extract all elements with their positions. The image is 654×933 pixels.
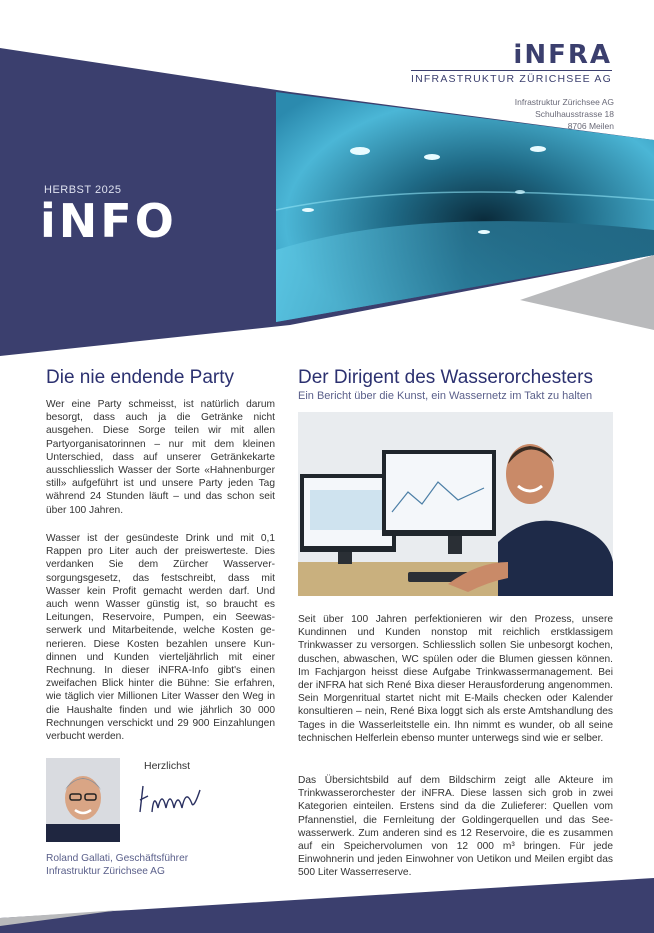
portrait-photo-gallati [46, 758, 120, 842]
footer-background [0, 868, 654, 933]
article-right-paragraph-1: Seit über 100 Jahren perfektionieren wir den Prozess, unsere Kundinnen und Kunden nonstop mit reichlich erstklassigem Trinkwasser zu versorgen. Schliesslich sollen Sie unbesorgt kochen, duschen, abwaschen, WC spülen oder die Blumen giessen können. Im Fachjargon heisst diese Aufgabe Trinkwassermanagement. Bei der iNFRA hat sich René Bixa dieser Herausforderung angenommen. Sein Morgenritual startet nicht mit E-Mails checken oder Kalender konsultieren – nein, René Bixa loggt sich als erste Amtshandlung des Tages in die Wasserleitstelle ein. Ihn nimmt es wunder, ob all seine technischen Helferlein ebenso munter unterwegs sind wie er selber. [298, 614, 613, 744]
article-left-paragraph-1: Wer eine Party schmeisst, ist natürlich darum besorgt, dass auch ja die Getränke nicht ausgehen. Diese Sorge teilen wir mit allen Partyorganisatorinnen – nur mit dem kleinen Unterschied, dass auf unserer Getränkekarte ausschliesslich Wasser der Sorte «Hahnenburger still» aufgeführt ist und unsere Party jeden Tag während 24 Stunden läuft – und das schon seit über 100 Jahren. [46, 399, 275, 516]
logo-wordmark: iNFRA [513, 40, 612, 70]
article-left-paragraph-2: Wasser ist der gesündeste Drink und mit 0,1 Rappen pro Liter auch der preiswerteste. Dies verdanken Sie dem Zürcher Wasserversorgungsgesetz, das festschreibt, dass mit Wasser kein Profit gemacht werden darf. Und auch wenn Wasser günstig ist, so braucht es Leitungen, Reservoire, Pumpen, ein Seewasserwerk und Mitarbeitende, welche Kosten generieren. Diese Kosten bezahlen unsere Kundinnen und Kunden vierteljährlich mit einer Rechnung. In dieser iNFRA-Info gibt's einen zweifachen Blick hinter die Bühne: Sie erfahren, wie täglich vier Millionen Liter Wasser den Weg in die Haushalte finden und wie jährlich 30 000 Rechnungen verschickt und 29 900 Einzahlungen verbucht werden. [46, 533, 275, 743]
signer-name: Roland Gallati, Geschäftsführer [46, 853, 189, 864]
article-right-subtitle: Ein Bericht über die Kunst, ein Wassernetz im Takt zu halten [298, 390, 593, 402]
signature [134, 778, 204, 818]
logo-subline: INFRASTRUKTUR ZÜRICHSEE AG [411, 70, 612, 86]
article-left-title: Die nie endende Party [46, 367, 235, 388]
issue-season: HERBST 2025 [44, 184, 122, 196]
article-right-title: Der Dirigent des Wasserorchesters [298, 367, 593, 388]
address-line-street: Schulhausstrasse 18 [535, 109, 614, 119]
address-line-city: 8706 Meilen [567, 121, 614, 131]
greeting: Herzlichst [144, 760, 191, 772]
footer-navy-band [0, 878, 654, 933]
address-line-company: Infrastruktur Zürichsee AG [514, 97, 614, 107]
infra-logo [411, 42, 612, 86]
control-room-photo [298, 412, 613, 596]
company-address [515, 96, 614, 132]
masthead-title: iNFO [40, 194, 177, 248]
signer-company: Infrastruktur Zürichsee AG [46, 866, 165, 877]
article-right-paragraph-2: Das Übersichtsbild auf dem Bildschirm zeigt alle Akteure im Trinkwasserorchester der iNFRA. Diese lassen sich grob in zwei Kategorien einteilen. Erstens sind da die Zulieferer: Quellen vom Pfannenstiel, die Fernleitung der Goldingerquellen und das Seewasserwerk. Zum anderen sind es 12 Reservoire, die es zusammen auf ein Speichervolumen von 12 000 m³ bringen. Für jede Einwohnerin und jeden Einwohner von Uetikon und Meilen ergibt das 500 Liter Wasserreserve. [298, 775, 613, 879]
